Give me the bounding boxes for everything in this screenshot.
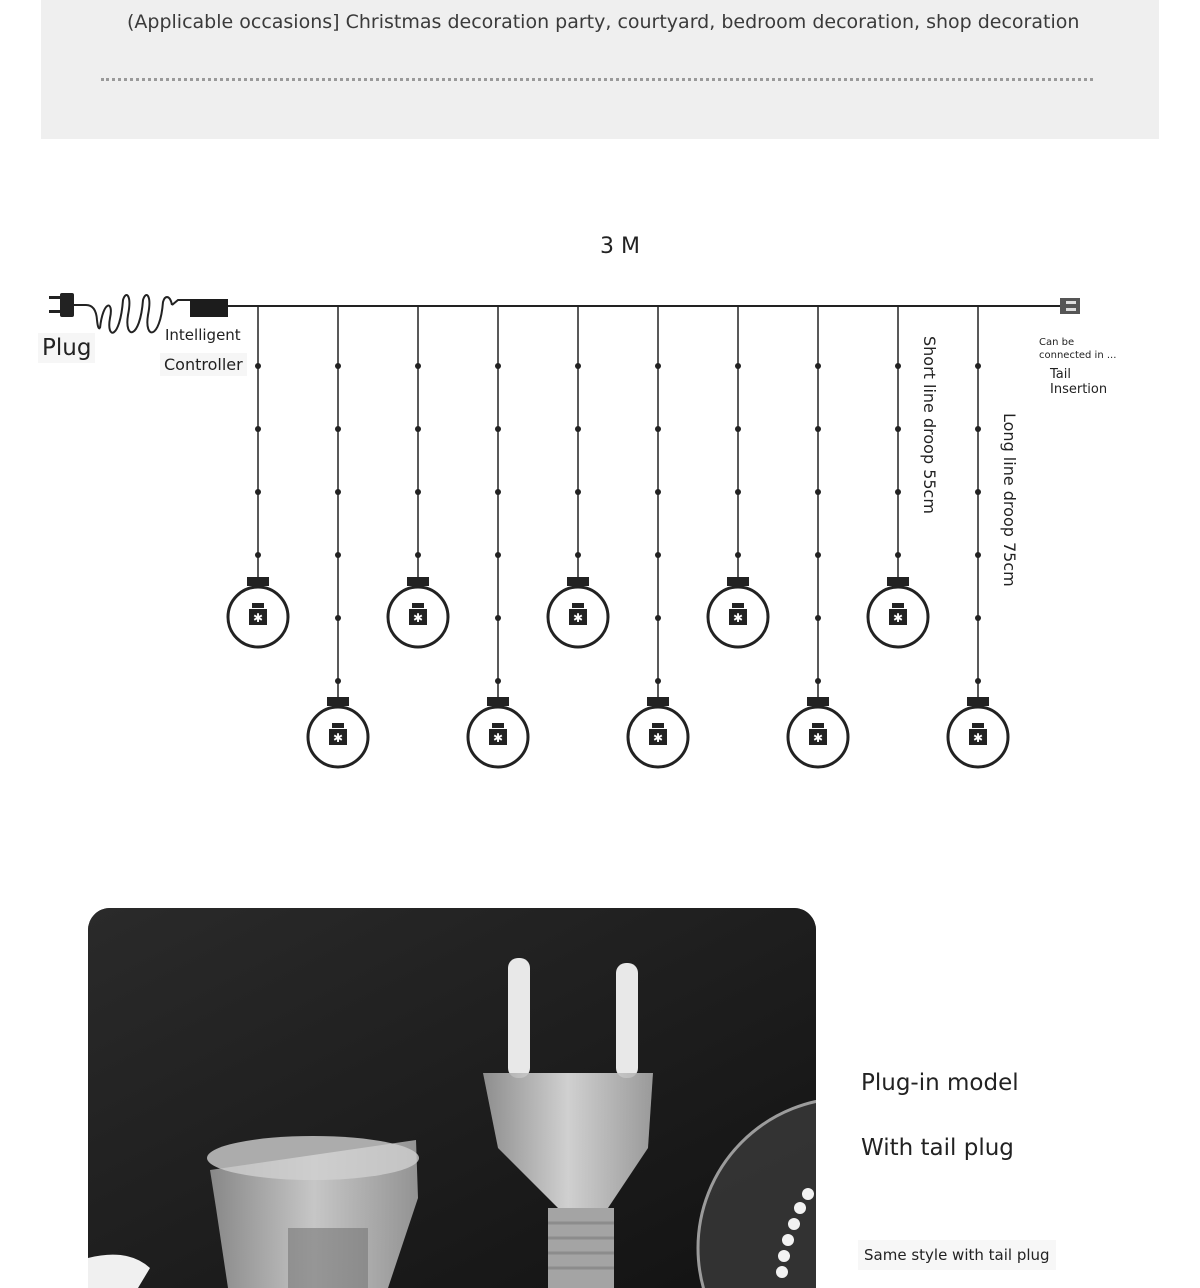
ball-cap	[647, 697, 669, 706]
led-dot	[335, 426, 341, 432]
ball-cap	[727, 577, 749, 586]
led-dot	[815, 615, 821, 621]
led-dot	[495, 552, 501, 558]
led-dot	[495, 489, 501, 495]
led-dot	[575, 426, 581, 432]
snowflake-icon: ✱	[492, 731, 504, 745]
short-drop	[548, 306, 608, 647]
led-dot	[255, 552, 261, 558]
controller-box	[190, 299, 228, 317]
ball-cap	[327, 697, 349, 706]
led-dot	[735, 552, 741, 558]
ball-cap	[407, 577, 429, 586]
gift-lid	[572, 603, 584, 608]
gift-lid	[812, 723, 824, 728]
led-dot	[735, 426, 741, 432]
ball-cap	[567, 577, 589, 586]
long-drop-label: Long line droop 75cm	[1000, 413, 1019, 587]
snowflake-icon: ✱	[252, 611, 264, 625]
led-dot	[895, 489, 901, 495]
snowflake-icon: ✱	[892, 611, 904, 625]
plug-photo-illustration	[88, 908, 816, 1288]
led-dot	[975, 489, 981, 495]
coiled-cord	[100, 295, 172, 333]
short-drop-label: Short line droop 55cm	[920, 336, 939, 514]
led-dot	[255, 489, 261, 495]
gift-lid	[492, 723, 504, 728]
led-dot	[575, 552, 581, 558]
ball-cap	[487, 697, 509, 706]
long-drop	[788, 306, 848, 767]
led-dot	[655, 615, 661, 621]
led-dot	[415, 426, 421, 432]
same-style-label: Same style with tail plug	[858, 1240, 1056, 1270]
tail-connector-icon	[1060, 298, 1080, 314]
led-dot	[735, 363, 741, 369]
led-dot	[895, 552, 901, 558]
led-dot	[255, 426, 261, 432]
snowflake-icon: ✱	[652, 731, 664, 745]
intelligent-label: Intelligent	[165, 326, 241, 344]
led-dot	[655, 426, 661, 432]
tail-insertion-label: Tail Insertion	[1050, 367, 1108, 397]
led-dot	[815, 552, 821, 558]
led-dot	[815, 489, 821, 495]
gift-lid	[332, 723, 344, 728]
led-dot	[975, 678, 981, 684]
led-dot	[495, 426, 501, 432]
product-photo	[88, 908, 816, 1288]
long-drop	[468, 306, 528, 767]
led-dot	[335, 363, 341, 369]
snowflake-icon: ✱	[572, 611, 584, 625]
long-drop	[308, 306, 368, 767]
led-dot	[415, 363, 421, 369]
led-dot	[335, 615, 341, 621]
led-dot	[655, 489, 661, 495]
occasions-text: (Applicable occasions] Christmas decoration party, courtyard, bedroom decoration, shop decoration	[127, 11, 1080, 33]
ball-cap	[247, 577, 269, 586]
led-dot	[255, 363, 261, 369]
gift-lid	[652, 723, 664, 728]
snowflake-icon: ✱	[412, 611, 424, 625]
led-dot	[895, 426, 901, 432]
led-dot	[495, 615, 501, 621]
led-dot	[975, 552, 981, 558]
led-dot	[655, 552, 661, 558]
long-drop	[628, 306, 688, 767]
tail-note-label: Can be connected in ...	[1039, 337, 1117, 361]
with-tail-plug-label: With tail plug	[861, 1135, 1014, 1161]
controller-label: Controller	[160, 353, 247, 376]
led-dot	[735, 489, 741, 495]
plug-label: Plug	[38, 333, 95, 363]
gift-lid	[972, 723, 984, 728]
plug-icon	[49, 293, 100, 328]
gift-lid	[252, 603, 264, 608]
snowflake-icon: ✱	[332, 731, 344, 745]
plug-in-model-label: Plug-in model	[861, 1070, 1019, 1096]
led-dot	[415, 552, 421, 558]
gift-lid	[892, 603, 904, 608]
long-drop	[948, 306, 1008, 767]
short-drop	[868, 306, 928, 647]
led-dot	[415, 489, 421, 495]
short-drop	[708, 306, 768, 647]
occasions-panel	[41, 0, 1159, 139]
gift-lid	[412, 603, 424, 608]
length-label: 3 M	[600, 234, 640, 259]
ball-cap	[807, 697, 829, 706]
led-dot	[575, 489, 581, 495]
socket-connector	[207, 1136, 419, 1288]
led-dot	[655, 678, 661, 684]
led-dot	[495, 678, 501, 684]
led-dot	[495, 363, 501, 369]
led-dot	[815, 426, 821, 432]
led-dot	[575, 363, 581, 369]
snowflake-icon: ✱	[972, 731, 984, 745]
snowflake-icon: ✱	[732, 611, 744, 625]
drop-lines	[228, 306, 1008, 767]
short-drop	[388, 306, 448, 647]
led-dot	[815, 363, 821, 369]
snowflake-icon: ✱	[812, 731, 824, 745]
led-dot	[335, 678, 341, 684]
ball-cap	[967, 697, 989, 706]
led-dot	[655, 363, 661, 369]
dotted-divider	[101, 78, 1093, 81]
led-dot	[895, 363, 901, 369]
led-dot	[975, 426, 981, 432]
led-dot	[335, 489, 341, 495]
gift-lid	[732, 603, 744, 608]
controller-wire	[172, 300, 190, 305]
led-dot	[975, 363, 981, 369]
led-dot	[975, 615, 981, 621]
light-string-diagram	[0, 150, 1200, 810]
ball-cap	[887, 577, 909, 586]
led-dot	[335, 552, 341, 558]
led-dot	[815, 678, 821, 684]
